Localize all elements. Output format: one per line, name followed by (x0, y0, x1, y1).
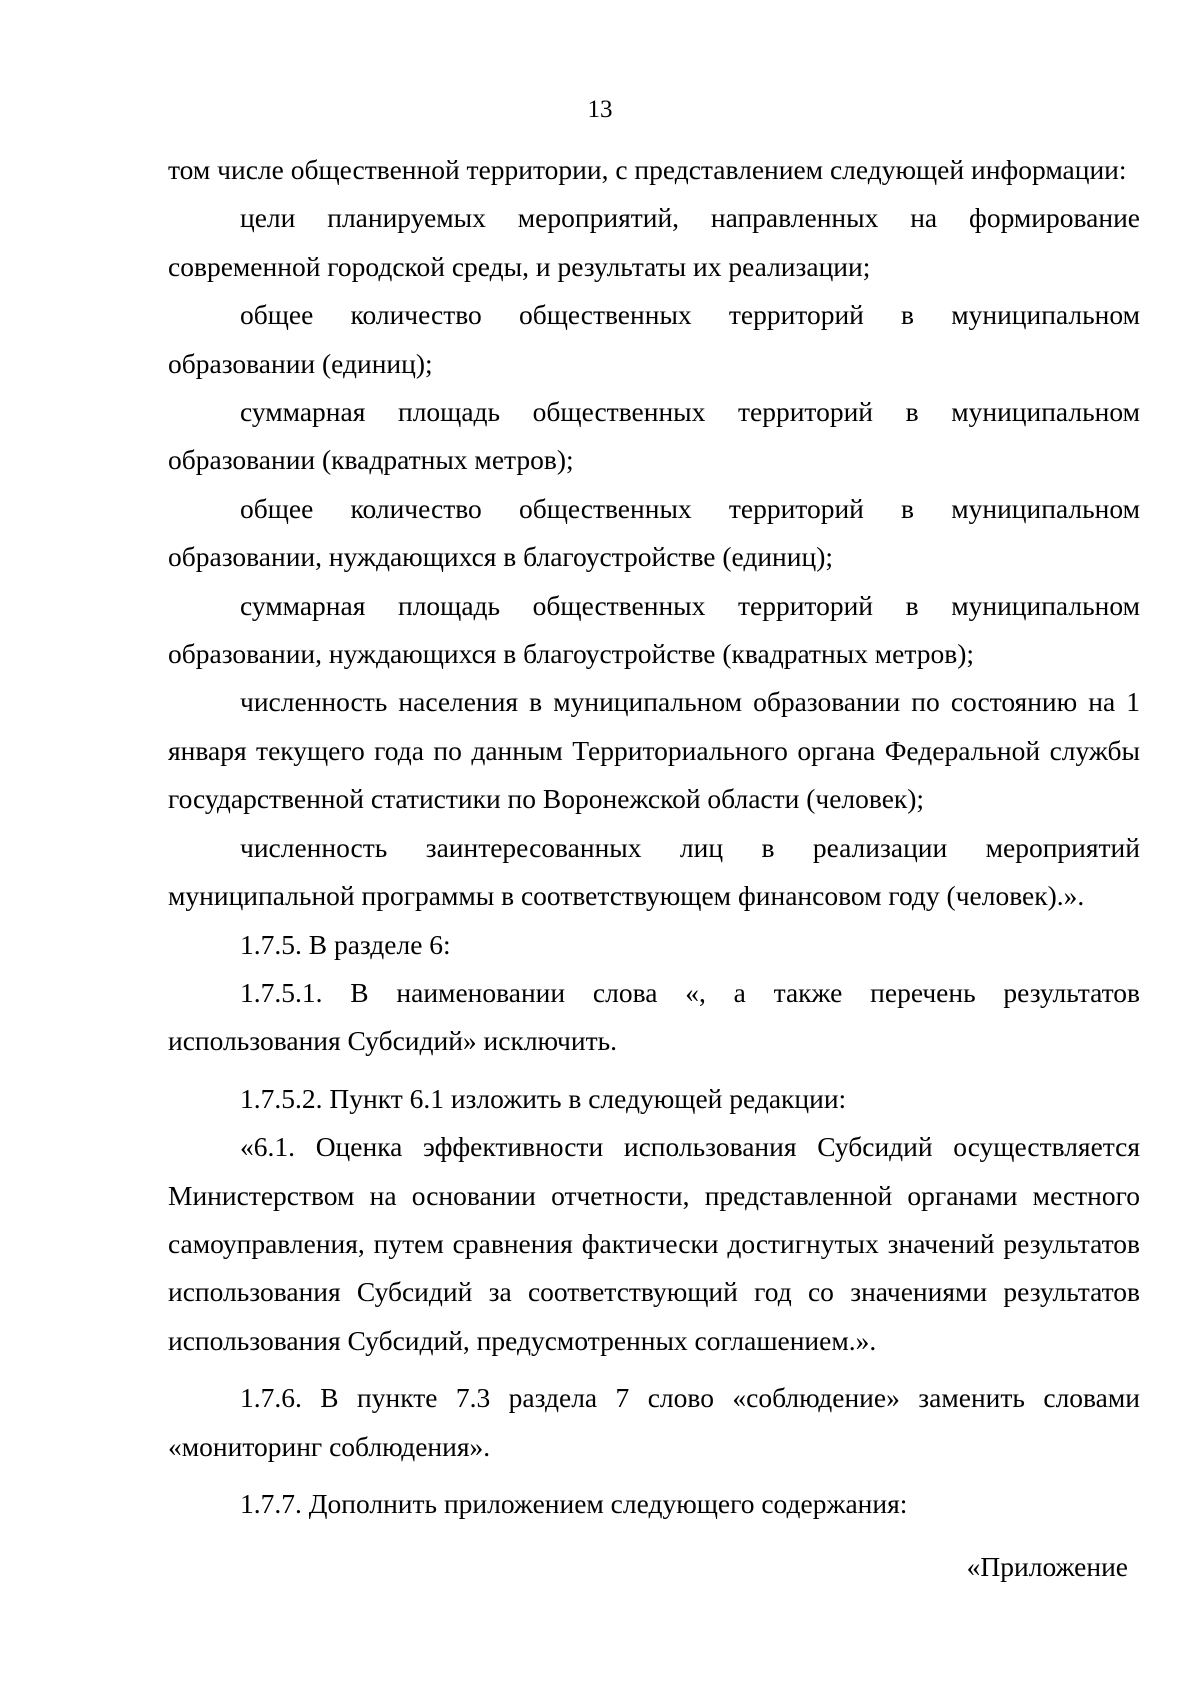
list-item-territory-area: суммарная площадь общественных территорий в муниципальном образовании (квадратных метров); (168, 396, 1140, 476)
page-number: 13 (587, 96, 613, 123)
clause-1-7-6: 1.7.6. В пункте 7.3 раздела 7 слово «соблюдение» заменить словами «мониторинг соблюдения». (168, 1382, 1140, 1462)
list-item-improvement-count: общее количество общественных территорий в муниципальном образовании, нуждающихся в благоустройстве (единиц); (168, 492, 1140, 573)
appendix-heading: «Приложение (966, 1551, 1128, 1583)
paragraph-continuation: том числе общественной территории, с представлением следующей информации: (168, 154, 1127, 185)
clause-6-1-text: «6.1. Оценка эффективности использования Субсидий осуществляется Министерством на основании отчетности, представленной органами местного самоуправления, путем сравнения фактически достигнутых значений результатов использования Субсидий за соответствующий год со значениями результатов использования Субсидий, предусмотренных соглашением.». (168, 1131, 1140, 1356)
document-body (168, 146, 1140, 1592)
clause-1-7-5-2: 1.7.5.2. Пункт 6.1 изложить в следующей редакции: (240, 1082, 847, 1114)
list-item-improvement-area: суммарная площадь общественных территорий в муниципальном образовании, нуждающихся в благоустройстве (квадратных метров); (168, 589, 1140, 670)
list-item-goals: цели планируемых мероприятий, направленных на формирование современной городской среды, и результаты их реализации; (168, 202, 1140, 282)
clause-1-7-7: 1.7.7. Дополнить приложением следующего содержания: (240, 1487, 908, 1519)
list-item-stakeholders: численность заинтересованных лиц в реализации мероприятий муниципальной программы в соответствующем финансовом году (человек).». (168, 831, 1140, 912)
clause-1-7-5-1: 1.7.5.1. В наименовании слова «, а также перечень результатов использования Субсидий» исключить. (168, 976, 1140, 1057)
list-item-population: численность населения в муниципальном образовании по состоянию на 1 января текущего года по данным Территориального органа Федеральной службы государственной статистики по Воронежской области (человек); (168, 686, 1140, 815)
list-item-territory-count: общее количество общественных территорий в муниципальном образовании (единиц); (168, 299, 1140, 379)
clause-1-7-5: 1.7.5. В разделе 6: (240, 928, 451, 960)
